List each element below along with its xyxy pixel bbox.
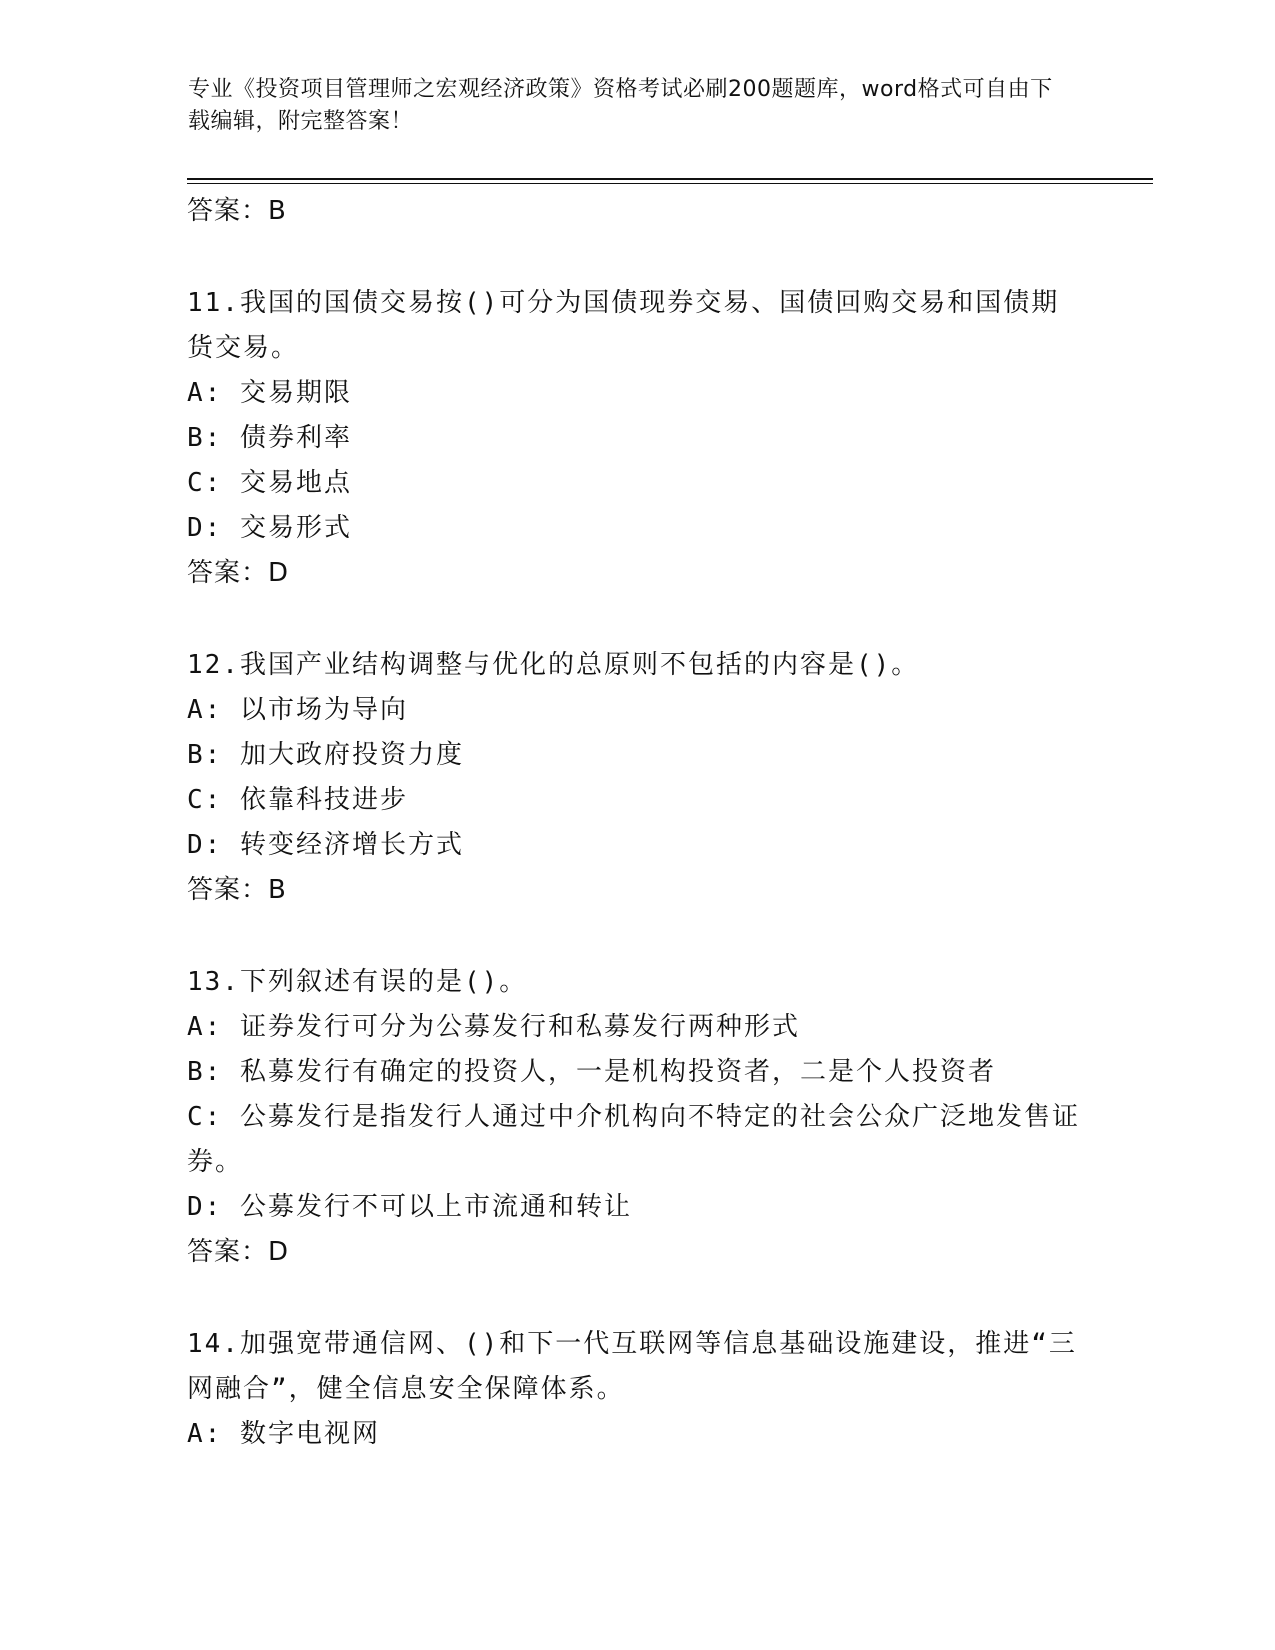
option-a: A: 数字电视网	[187, 1419, 380, 1449]
question-block	[187, 281, 1087, 596]
option-a: A: 证券发行可分为公募发行和私募发行两种形式	[187, 1012, 800, 1042]
option-c: C: 依靠科技进步	[187, 785, 408, 815]
page-header: 专业《投资项目管理师之宏观经济政策》资格考试必刷200题题库，word格式可自由下载编辑，附完整答案！	[188, 77, 1053, 134]
answer-line: 答案：D	[187, 558, 290, 588]
header-rule-top	[187, 178, 1153, 180]
option-b: B: 债券利率	[187, 423, 352, 453]
option-a: A: 交易期限	[187, 378, 352, 408]
question-block	[187, 1322, 1087, 1457]
option-d: D: 转变经济增长方式	[187, 830, 464, 860]
question-block	[187, 960, 1087, 1275]
answer-line: 答案：D	[187, 1237, 290, 1267]
option-a: A: 以市场为导向	[187, 695, 408, 725]
question-text: 13.下列叙述有误的是()。	[187, 967, 528, 997]
document-body	[187, 189, 1087, 1457]
option-b: B: 私募发行有确定的投资人，一是机构投资者，二是个人投资者	[187, 1057, 996, 1087]
answer-line: 答案：B	[187, 875, 287, 905]
option-c: C: 公募发行是指发行人通过中介机构向不特定的社会公众广泛地发售证券。	[187, 1102, 1080, 1177]
option-d: D: 交易形式	[187, 513, 352, 543]
question-text: 11.我国的国债交易按()可分为国债现券交易、国债回购交易和国债期货交易。	[187, 288, 1060, 363]
question-text: 12.我国产业结构调整与优化的总原则不包括的内容是()。	[187, 650, 920, 680]
header-rule-bottom	[187, 183, 1153, 184]
question-text: 14.加强宽带通信网、()和下一代互联网等信息基础设施建设，推进“三网融合”，健全信息安全保障体系。	[187, 1329, 1077, 1404]
option-d: D: 公募发行不可以上市流通和转让	[187, 1192, 632, 1222]
option-c: C: 交易地点	[187, 468, 352, 498]
answer-line: 答案：B	[187, 196, 287, 226]
option-b: B: 加大政府投资力度	[187, 740, 464, 770]
question-block	[187, 643, 1087, 913]
